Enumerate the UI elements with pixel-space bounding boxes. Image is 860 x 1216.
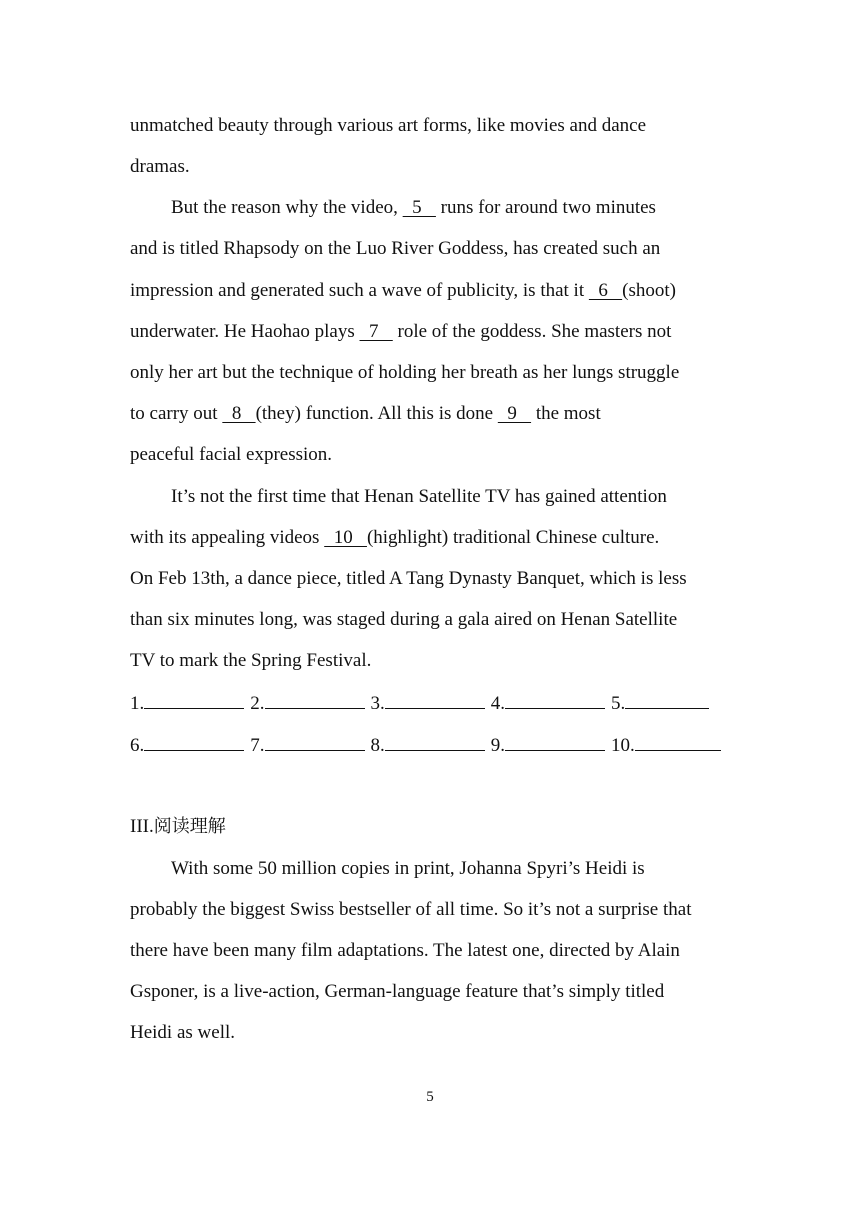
answer-row bbox=[130, 690, 715, 716]
answer-label: 7. bbox=[250, 735, 265, 756]
answer-label: 10. bbox=[611, 735, 635, 756]
passage-text: to carry out bbox=[130, 403, 223, 424]
section-title: 阅读理解 bbox=[153, 816, 226, 837]
passage-line bbox=[130, 402, 601, 426]
answer-blank[interactable] bbox=[130, 732, 244, 758]
passage-line: It’s not the first time that Henan Satellite TV has gained attention bbox=[171, 486, 667, 507]
passage-line bbox=[130, 526, 659, 550]
answer-row bbox=[130, 732, 727, 758]
answer-blank[interactable] bbox=[611, 732, 721, 758]
blank-10: 10 bbox=[324, 527, 367, 548]
passage-text: impression and generated such a wave of publicity, is that it bbox=[130, 280, 589, 301]
reading-line: probably the biggest Swiss bestseller of all time. So it’s not a surprise that bbox=[130, 899, 692, 920]
blank-5: 5 bbox=[402, 197, 436, 218]
passage-text: (shoot) bbox=[622, 280, 676, 301]
answer-label: 4. bbox=[490, 693, 505, 714]
passage-line: unmatched beauty through various art forms, like movies and dance bbox=[130, 115, 647, 136]
section-heading bbox=[130, 815, 226, 839]
answer-blank[interactable] bbox=[491, 732, 605, 758]
passage-line: only her art but the technique of holding her breath as her lungs struggle bbox=[130, 362, 680, 383]
answer-label: 9. bbox=[490, 735, 505, 756]
answer-blank[interactable] bbox=[491, 690, 605, 716]
passage-line bbox=[130, 279, 676, 303]
reading-line: With some 50 million copies in print, Johanna Spyri’s Heidi is bbox=[171, 858, 645, 879]
passage-line: peaceful facial expression. bbox=[130, 444, 333, 465]
answer-blank[interactable] bbox=[130, 690, 244, 716]
reading-line: Heidi as well. bbox=[130, 1022, 236, 1043]
passage-text: underwater. He Haohao plays bbox=[130, 321, 360, 342]
reading-line: Gsponer, is a live-action, German-language feature that’s simply titled bbox=[130, 981, 665, 1002]
passage-line: TV to mark the Spring Festival. bbox=[130, 650, 372, 671]
page-number: 5 bbox=[426, 1089, 434, 1105]
answer-blank[interactable] bbox=[611, 690, 709, 716]
answer-blank[interactable] bbox=[371, 732, 485, 758]
passage-line: dramas. bbox=[130, 156, 190, 177]
passage-line: and is titled Rhapsody on the Luo River Goddess, has created such an bbox=[130, 238, 661, 259]
blank-9: 9 bbox=[497, 403, 532, 424]
passage-text: (highlight) traditional Chinese culture. bbox=[366, 527, 660, 548]
answer-label: 5. bbox=[611, 693, 626, 714]
blank-6: 6 bbox=[588, 280, 623, 301]
passage-text: (they) function. All this is done bbox=[255, 403, 498, 424]
section-number: III. bbox=[130, 816, 154, 837]
passage-text: role of the goddess. She masters not bbox=[392, 321, 672, 342]
answer-blank[interactable] bbox=[250, 690, 364, 716]
answer-label: 1. bbox=[130, 693, 145, 714]
passage-text: the most bbox=[531, 403, 601, 424]
blank-7: 7 bbox=[359, 321, 393, 342]
reading-line: there have been many film adaptations. The latest one, directed by Alain bbox=[130, 940, 680, 961]
blank-8: 8 bbox=[222, 403, 256, 424]
answer-blank[interactable] bbox=[250, 732, 364, 758]
passage-line bbox=[171, 196, 656, 220]
answer-label: 6. bbox=[130, 735, 145, 756]
answer-blank[interactable] bbox=[371, 690, 485, 716]
answer-label: 2. bbox=[250, 693, 265, 714]
passage-line: than six minutes long, was staged during a gala aired on Henan Satellite bbox=[130, 609, 678, 630]
passage-text: runs for around two minutes bbox=[435, 197, 656, 218]
answer-label: 8. bbox=[370, 735, 385, 756]
passage-line: On Feb 13th, a dance piece, titled A Tang Dynasty Banquet, which is less bbox=[130, 568, 687, 589]
passage-text: But the reason why the video, bbox=[171, 197, 403, 218]
answer-label: 3. bbox=[370, 693, 385, 714]
passage-text: with its appealing videos bbox=[130, 527, 325, 548]
passage-line bbox=[130, 320, 671, 344]
